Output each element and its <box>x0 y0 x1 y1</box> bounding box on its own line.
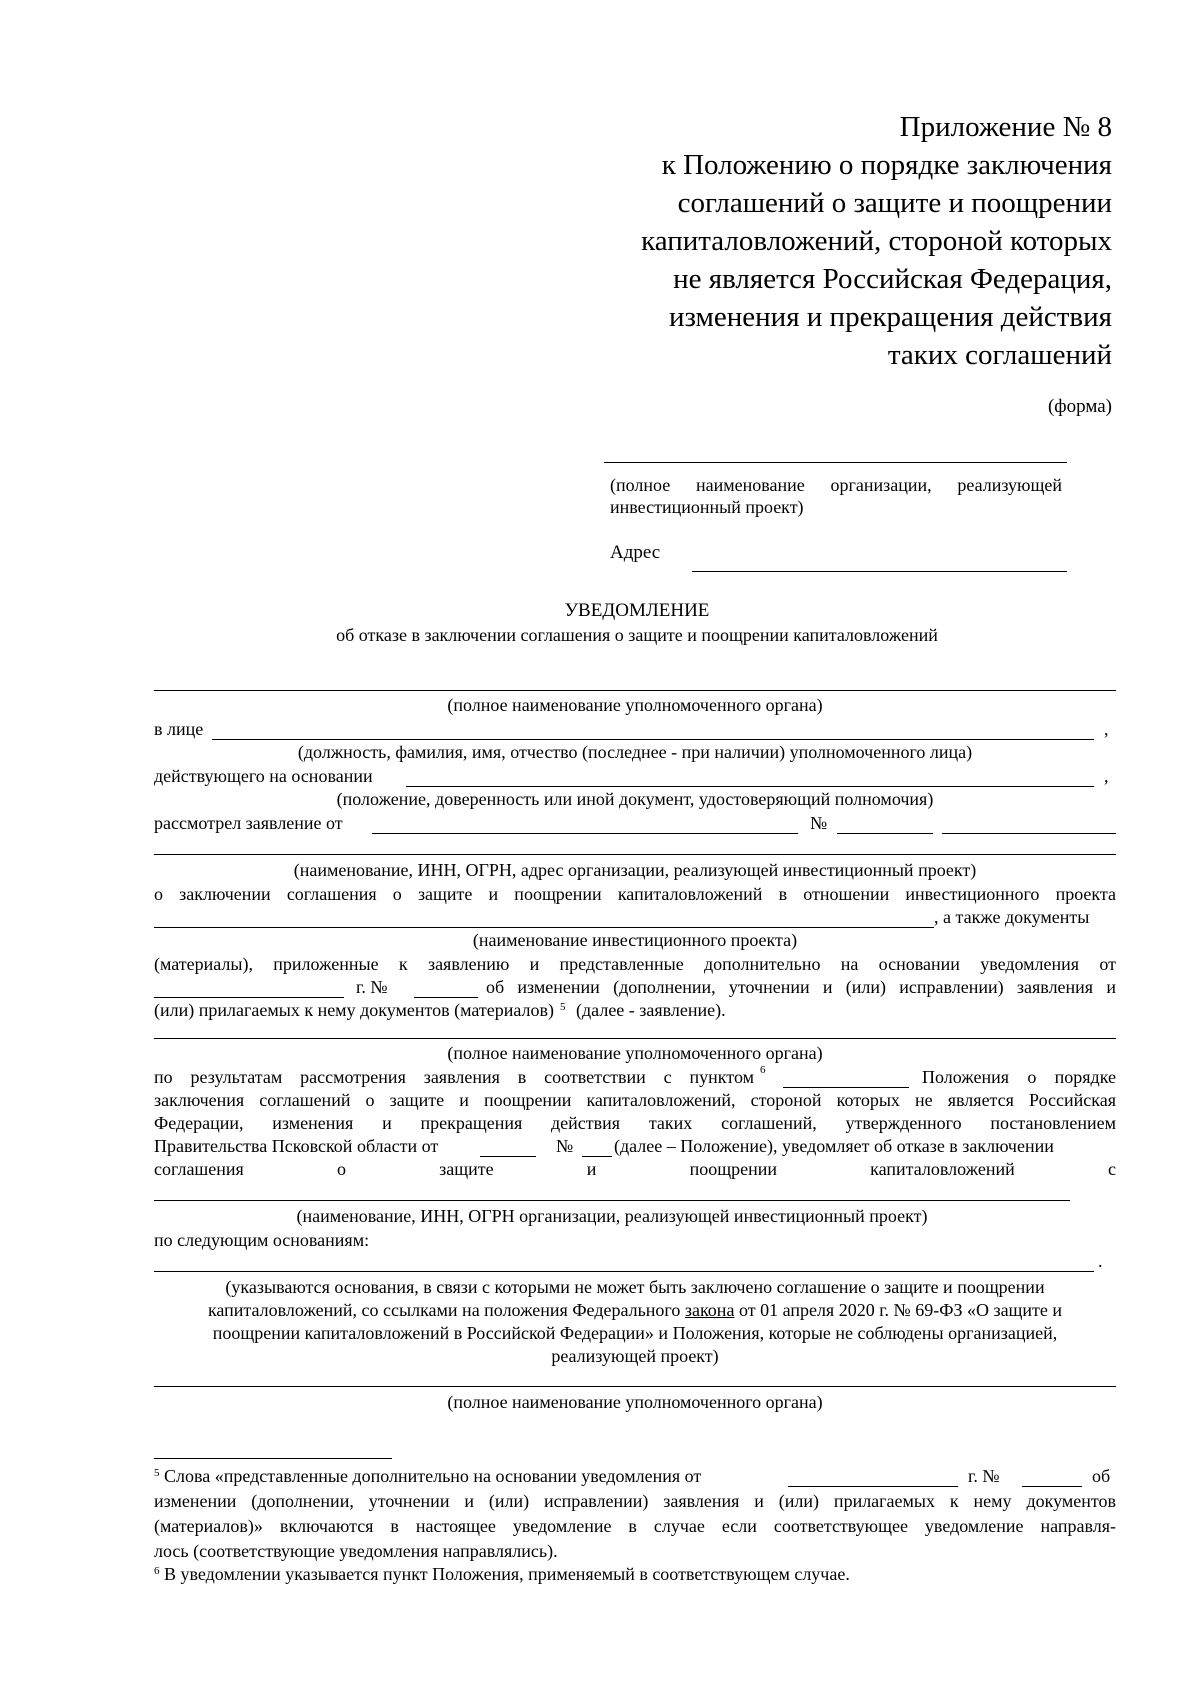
document-page: Приложение № 8 к Положению о порядке заключения соглашений о защите и поощрении капиталовложений, стороной которых не является Российская Федерация, изменения и прекращения действия таких соглашений (форма) (полное наименование организации, реализующей инвестиционный проект) Адрес УВЕДОМЛЕНИЕ об отказе в заключении соглашения о защите и поощрении капиталовложений (полное наименование уполномоченного органа) в лице , (должность, фамилия, имя, отчество (последнее - при наличии) уполномоченного лица) действующего на основании , (положение, доверенность или иной документ, удостоверяющий полномочия) рассмотрел заявление от № (наименование, ИНН, ОГРН, адрес организации, реализующей инвестиционный проект) о заключении соглашения о защите и поощрении капиталовложений в отношении инвестиционного проекта , а также документы (наименование инвестиционного проекта) (материалы), приложенные к заявлению и представленные дополнительно на основании уведомления от г. № об изменении (дополнении, уточнении и (или) исправлении) заявления и (или) прилагаемых к нему документов (материалов) $^5$ (далее - заявление). (полное наименование уполномоченного органа) по результатам рассмотрения заявления в соответствии с пунктом 6 Положения о порядке заключения соглашений о защите и поощрении капиталовложений, стороной которых не является Российская Федерации, изменения и прекращения действия таких соглашений, утвержденного постановлением Правительства Псковской области от № (далее – Положение), уведомляет об отказе в заключении соглашения о защите и поощрении капиталовложений с (наименование, ИНН, ОГРН организации, реализующей инвестиционный проект) по следующим основаниям: . (указываются основания, в связи с которыми не может быть заключено соглашение о защите и поощрении капиталовложений, со ссылками на положения Федерального закона от 01 апреля 2020 г. № 69-ФЗ «О защите и поощрении капиталовложений в Российской Федерации» и Положения, которые не соблюдены организацией, реализующей проект) (полное наименование уполномоченного органа) $^5$ Слова «представленные дополнительно на основании уведомления от г. № об изменении (дополнении, уточнении и (или) исправлении) заявления и (или) прилагаемых к нему документов (материалов)» включаются в настоящее уведомление в случае если соответствующее уведомление направля- лось (соответствующие уведомления направлялись). $^6$ В уведомлении указывается пункт Положения, применяемый в соответствующем случае. <box>0 0 1200 1697</box>
recipient-org-caption: (полное наименование организации, реализующей инвестиционный проект) <box>610 475 1062 517</box>
annex-line: соглашений о защите и поощрении <box>677 187 1112 219</box>
authority-line-2 <box>154 1038 1116 1039</box>
provision-line-b: Федерации, изменения и прекращения действия таких соглашений, утвержденного постановлением <box>154 1113 1116 1133</box>
authority-line-3 <box>154 1386 1116 1387</box>
org-caption-2: (наименование, ИНН, ОГРН организации, реализующей инвестиционный проект) <box>296 1206 928 1226</box>
authority-caption-3: (полное наименование уполномоченного органа) <box>447 1392 823 1412</box>
footnote-mark-5: 5 <box>154 1467 160 1479</box>
grounds-line <box>154 1271 1094 1272</box>
project-name-line <box>154 927 934 928</box>
applicant-line <box>154 854 1116 855</box>
provision-line-a: заключения соглашений о защите и поощрении капиталовложений, стороной которых не является Российская <box>154 1090 1116 1110</box>
application-extra-line <box>942 833 1116 834</box>
law-link[interactable]: закона <box>684 1300 735 1320</box>
attached-text: (или) прилагаемых к нему документов (материалов) <box>154 1000 555 1020</box>
address-line <box>692 571 1067 572</box>
official-line <box>212 739 1094 740</box>
also-docs: , а также документы <box>934 907 1090 927</box>
year-sign: г. № <box>356 977 388 997</box>
footnote-5-line-3: (материалов)» включаются в настоящее уведомление в случае если соответствующее уведомление направля- <box>154 1516 1116 1536</box>
fn5-number-line <box>1022 1486 1082 1487</box>
footnote-separator <box>154 1458 392 1459</box>
grounds-caption-3: поощрении капиталовложений в Российской Федерации» и Положения, которые не соблюдены организацией, <box>212 1323 1058 1343</box>
project-line: о заключении соглашения о защите и поощрении капиталовложений в отношении инвестиционного проекта <box>154 884 1116 904</box>
official-caption: (должность, фамилия, имя, отчество (последнее - при наличии) уполномоченного лица) <box>297 742 973 762</box>
number-sign: № <box>810 813 828 833</box>
footnote-5-line-1: $^5$ Слова «представленные дополнительно на основании уведомления от <box>154 1466 702 1486</box>
annex-line: капиталовложений, стороной которых <box>641 225 1112 257</box>
notice-subtitle: об отказе в заключении соглашения о защите и поощрении капиталовложений <box>336 625 938 645</box>
footnote-5-line-2: изменении (дополнении, уточнении и (или) исправлении) заявления и (или) прилагаемых к нему документов <box>154 1491 1116 1511</box>
grounds-caption-1: (указываются основания, в связи с которыми не может быть заключено соглашение о защите и поощрении <box>225 1277 1045 1297</box>
notification-date-line <box>154 997 344 998</box>
grounds-caption-4: реализующей проект) <box>551 1346 719 1366</box>
number-sign-2: № <box>556 1136 574 1156</box>
provision-line-c-1: Правительства Псковской области от <box>154 1136 439 1156</box>
resolution-date-line <box>480 1156 536 1157</box>
authority-caption: (полное наименование уполномоченного органа) <box>447 695 823 715</box>
fn5-date-line <box>788 1486 958 1487</box>
change-text: об изменении (дополнении, уточнении и (или) исправлении) заявления и <box>486 977 1116 997</box>
annex-header <box>641 108 1112 374</box>
provision-line-d: соглашения о защите и поощрении капиталовложений с <box>154 1159 1116 1179</box>
footnote-6: $^6$ В уведомлении указывается пункт Положения, применяемый в соответствующем случае. <box>154 1564 850 1584</box>
project-caption: (наименование инвестиционного проекта) <box>472 930 798 950</box>
basis-caption: (положение, доверенность или иной документ, удостоверяющий полномочия) <box>336 789 934 809</box>
annex-line: изменения и прекращения действия <box>668 301 1112 333</box>
address-label: Адрес <box>610 542 661 563</box>
hereinafter-application: (далее - заявление). <box>576 1000 726 1020</box>
grounds-label: по следующим основаниям: <box>154 1230 370 1250</box>
in-person-label: в лице <box>154 719 204 739</box>
annex-line: не является Российская Федерация, <box>673 263 1112 295</box>
basis-line <box>406 786 1094 787</box>
clause-line <box>783 1087 909 1088</box>
reviewed-label: рассмотрел заявление от <box>154 813 343 833</box>
form-note: (форма) <box>1047 396 1112 417</box>
application-number-line <box>837 833 933 834</box>
provision-text: Положения о порядке <box>922 1067 1116 1087</box>
notice-title: УВЕДОМЛЕНИЕ <box>564 600 710 621</box>
notification-number-line <box>414 997 478 998</box>
results-text: по результатам рассмотрения заявления в соответствии с пунктом <box>154 1067 754 1087</box>
org-line-2 <box>154 1200 1070 1201</box>
footnote-5-line-4: лось (соответствующие уведомления направлялись). <box>154 1541 558 1561</box>
authority-caption-2: (полное наименование уполномоченного органа) <box>447 1043 823 1063</box>
authority-line <box>154 690 1116 691</box>
applicant-caption: (наименование, ИНН, ОГРН, адрес организации, реализующей инвестиционный проект) <box>293 860 977 880</box>
annex-line: к Положению о порядке заключения <box>661 149 1112 181</box>
recipient-org-line <box>604 462 1067 463</box>
footnote-ref-6: 6 <box>760 1064 766 1076</box>
footnote-ref-5: 5 <box>560 1001 566 1013</box>
acting-label: действующего на основании <box>154 766 373 786</box>
footnote-mark-6: 6 <box>154 1565 160 1577</box>
annex-line: таких соглашений <box>887 339 1112 371</box>
annex-number: Приложение № 8 <box>899 111 1112 143</box>
materials-line: (материалы), приложенные к заявлению и представленные дополнительно на основании уведомления от <box>154 954 1116 974</box>
application-date-line <box>372 833 798 834</box>
resolution-number-line <box>582 1156 612 1157</box>
grounds-caption-2: капиталовложений, со ссылками на положения Федерального закона от 01 апреля 2020 г. № 69-ФЗ «О защите и <box>207 1300 1063 1320</box>
provision-line-c-2: (далее – Положение), уведомляет об отказе в заключении <box>614 1136 1054 1156</box>
